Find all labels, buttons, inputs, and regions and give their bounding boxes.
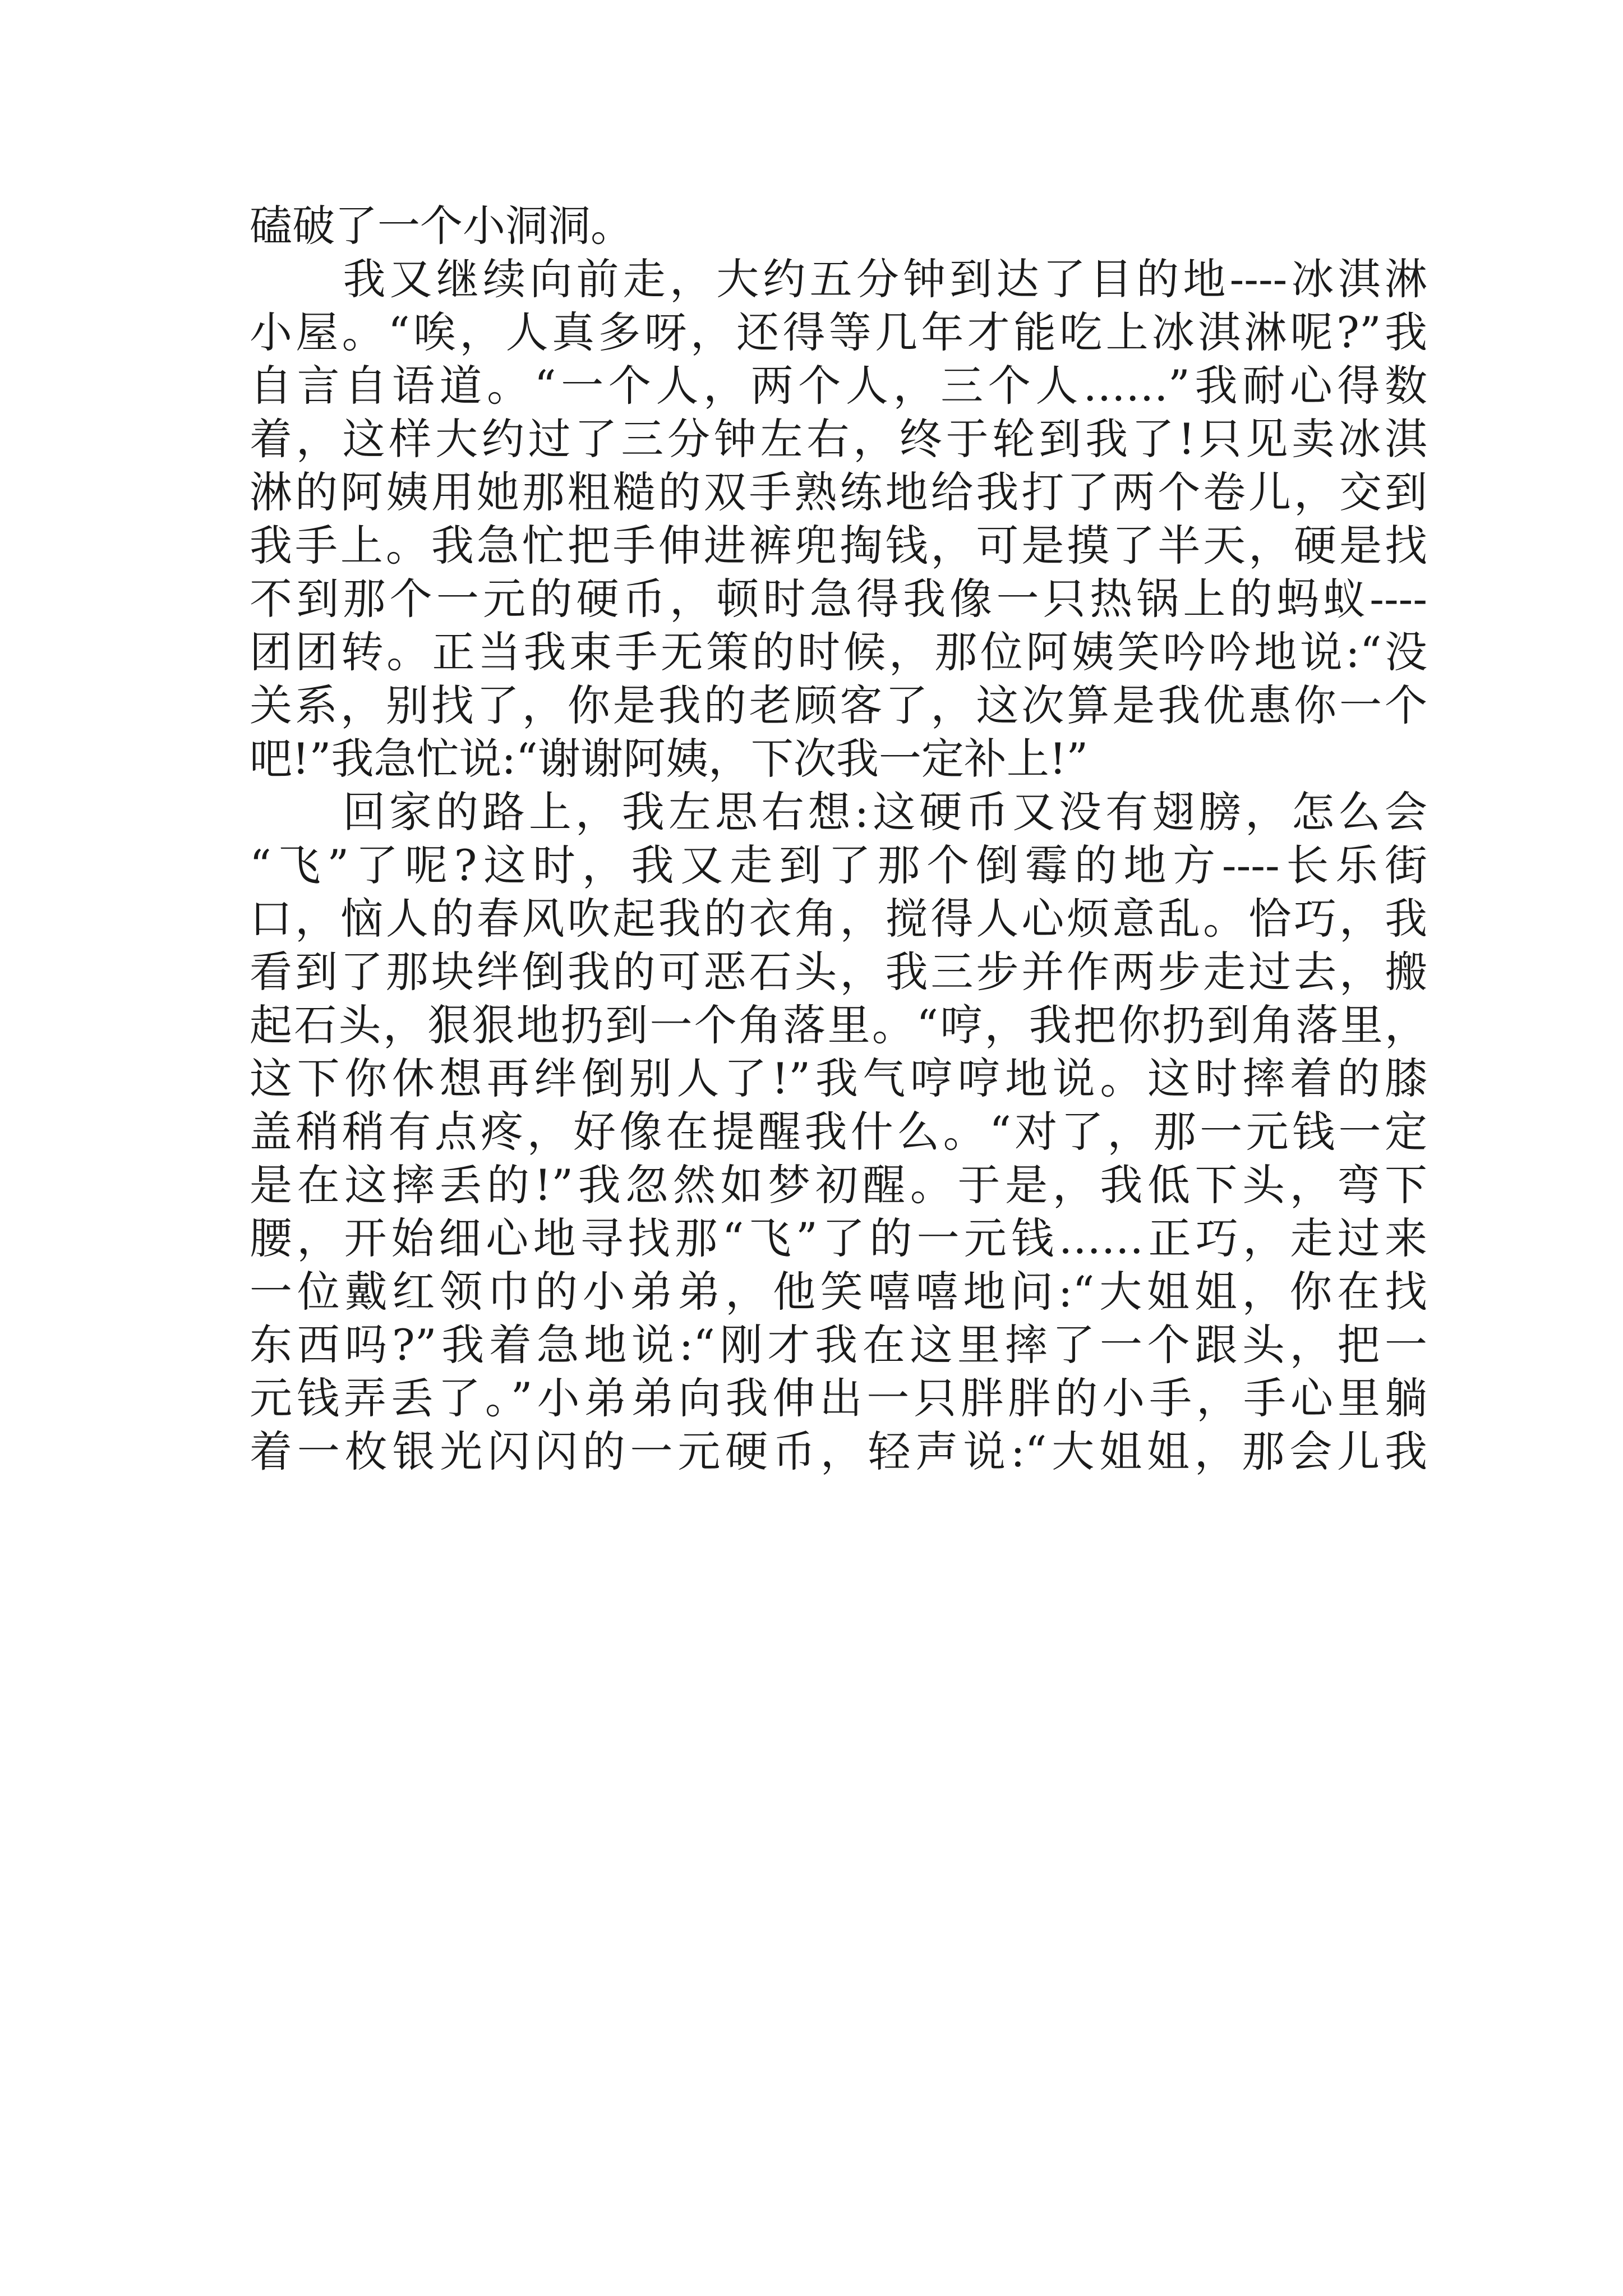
text-line: 着一枚银光闪闪的一元硬币，轻声说:“大姐姐，那会儿我 [250, 1427, 1427, 1476]
text-line: 团团转。正当我束手无策的时候，那位阿姨笑吟吟地说:“没 [250, 627, 1427, 677]
text-line: 吧!”我急忙说:“谢谢阿姨，下次我一定补上!” [250, 734, 1089, 784]
text-line: 是在这摔丢的!”我忽然如梦初醒。于是，我低下头，弯下 [250, 1160, 1427, 1210]
text-line: 关系，别找了，你是我的老顾客了，这次算是我优惠你一个 [250, 680, 1427, 730]
text-line: 这下你休想再绊倒别人了!”我气哼哼地说。这时摔着的膝 [250, 1053, 1427, 1103]
text-line: 回家的路上，我左思右想:这硬币又没有翅膀，怎么会 [250, 787, 1427, 837]
text-line: 元钱弄丢了。”小弟弟向我伸出一只胖胖的小手，手心里躺 [250, 1373, 1427, 1423]
text-line: 自言自语道。“一个人，两个人，三个人……”我耐心得数 [250, 361, 1427, 411]
text-line: 看到了那块绊倒我的可恶石头，我三步并作两步走过去，搬 [250, 947, 1427, 997]
text-line: 小屋。“唉，人真多呀，还得等几年才能吃上冰淇淋呢?”我 [250, 307, 1427, 357]
text-line: 淋的阿姨用她那粗糙的双手熟练地给我打了两个卷儿，交到 [250, 467, 1427, 517]
text-line: 腰，开始细心地寻找那“飞”了的一元钱……正巧，走过来 [250, 1213, 1427, 1263]
text-line: 不到那个一元的硬币，顿时急得我像一只热锅上的蚂蚁---- [250, 574, 1427, 624]
text-line: “飞”了呢?这时，我又走到了那个倒霉的地方----长乐街 [250, 840, 1427, 890]
text-line: 起石头，狠狠地扔到一个角落里。“哼，我把你扔到角落里， [250, 1000, 1427, 1050]
body-text [250, 199, 1427, 1478]
text-line: 盖稍稍有点疼，好像在提醒我什么。“对了，那一元钱一定 [250, 1107, 1427, 1157]
text-line: 我又继续向前走，大约五分钟到达了目的地----冰淇淋 [250, 254, 1427, 304]
text-line: 磕破了一个小洞洞。 [250, 201, 633, 251]
text-line: 口，恼人的春风吹起我的衣角，搅得人心烦意乱。恰巧，我 [250, 894, 1427, 944]
text-line: 着，这样大约过了三分钟左右，终于轮到我了!只见卖冰淇 [250, 414, 1427, 464]
text-line: 我手上。我急忙把手伸进裤兜掏钱，可是摸了半天，硬是找 [250, 521, 1427, 570]
text-line: 一位戴红领巾的小弟弟，他笑嘻嘻地问:“大姐姐，你在找 [250, 1267, 1427, 1317]
text-line: 东西吗?”我着急地说:“刚才我在这里摔了一个跟头，把一 [250, 1320, 1427, 1370]
